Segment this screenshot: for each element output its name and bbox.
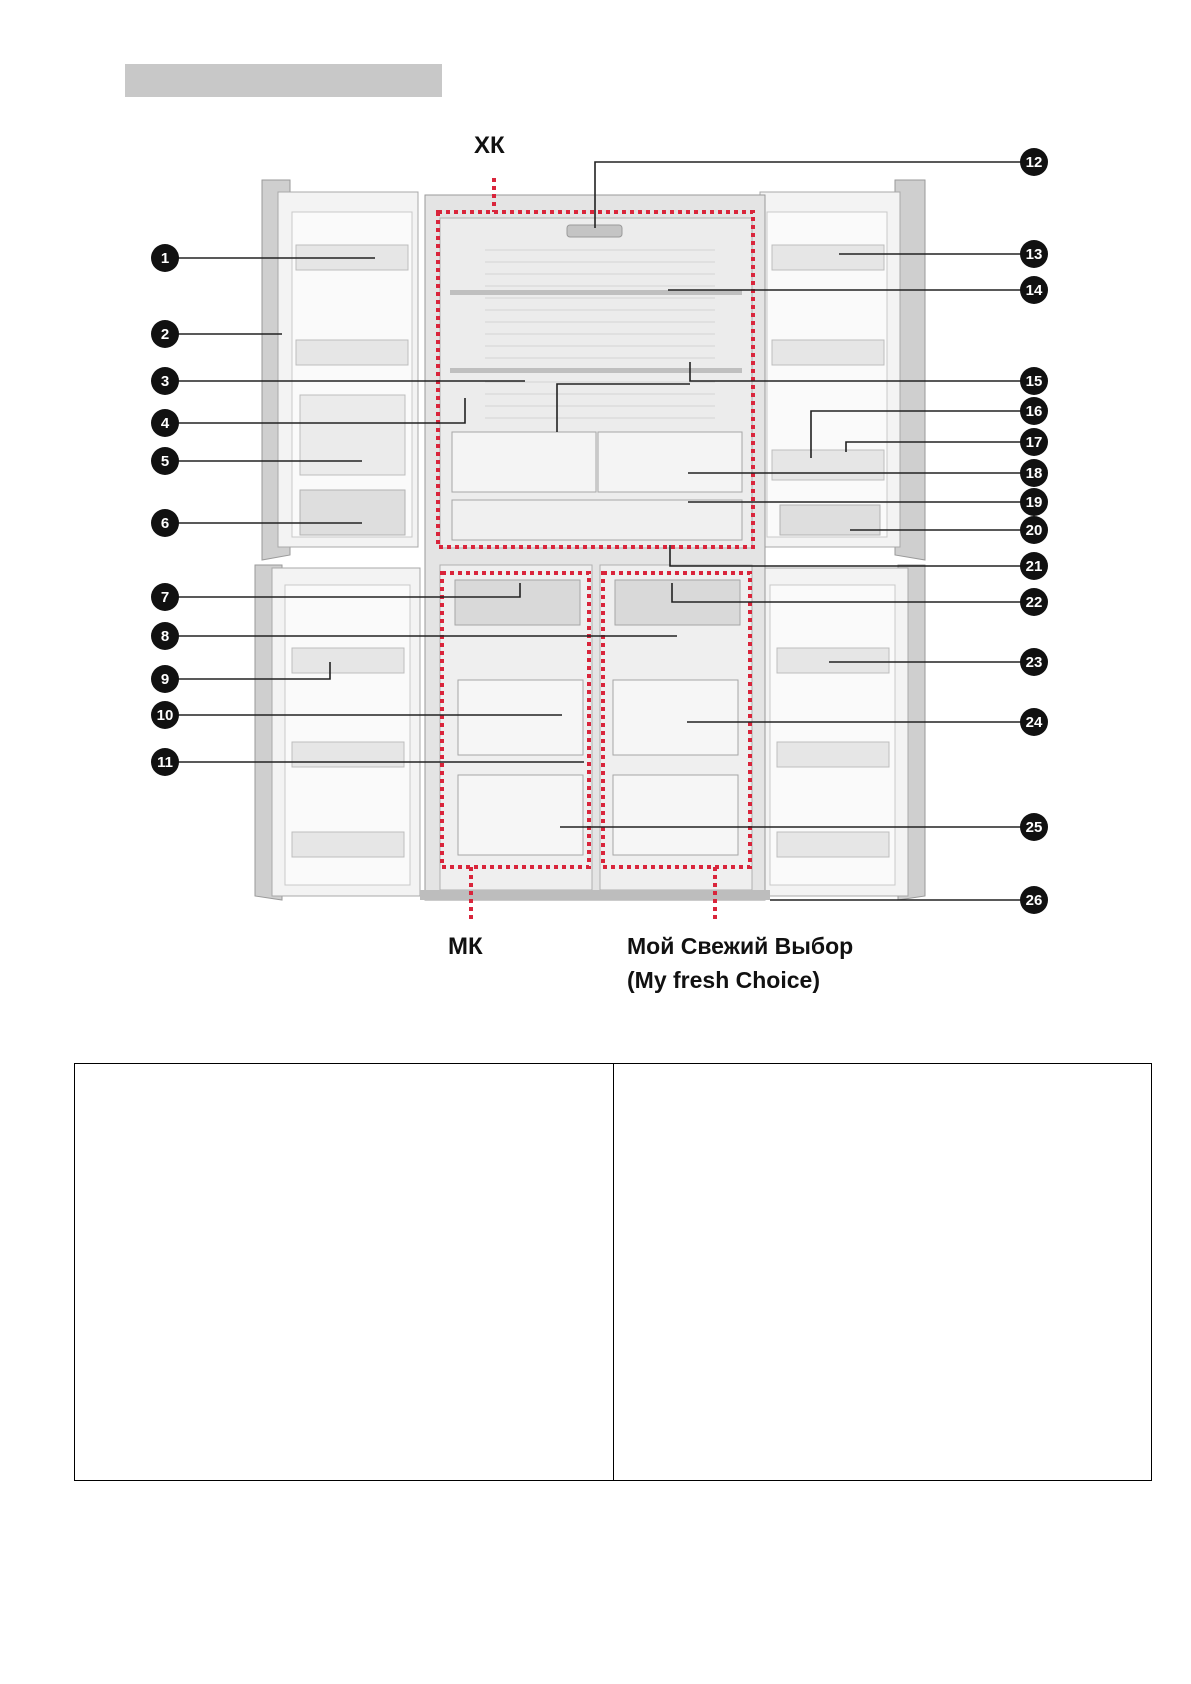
callout-7: [151, 583, 179, 611]
svg-text:10: 10: [156, 707, 174, 724]
callout-21: [1020, 552, 1048, 580]
callout-19: [1020, 488, 1048, 516]
callout-22: [1020, 588, 1048, 616]
callout-18: [1020, 459, 1048, 487]
right-upper-door: [760, 180, 925, 560]
svg-text:11: 11: [157, 754, 173, 771]
table-cell-right: [613, 1064, 1152, 1481]
svg-text:4: 4: [160, 415, 170, 432]
svg-text:22: 22: [1025, 594, 1043, 611]
callout-8: [151, 622, 179, 650]
callout-14: [1020, 276, 1048, 304]
parts-table: [74, 1063, 1152, 1481]
svg-text:21: 21: [1025, 558, 1043, 575]
svg-text:8: 8: [160, 628, 170, 645]
callout-2: [151, 320, 179, 348]
zone-label-freezer: МК: [448, 933, 483, 960]
zone-label-fridge: ХК: [474, 132, 505, 159]
callout-25: [1020, 813, 1048, 841]
svg-text:17: 17: [1025, 434, 1043, 451]
svg-text:12: 12: [1025, 154, 1043, 171]
callout-5: [151, 447, 179, 475]
svg-text:19: 19: [1025, 494, 1043, 511]
svg-text:16: 16: [1025, 403, 1043, 420]
callout-24: [1020, 708, 1048, 736]
svg-text:20: 20: [1025, 522, 1043, 539]
callout-9: [151, 665, 179, 693]
callout-4: [151, 409, 179, 437]
svg-text:3: 3: [160, 373, 170, 390]
callout-11: [151, 748, 179, 776]
zone-label-fresh-choice-en: (My fresh Choice): [627, 967, 820, 993]
callout-6: [151, 509, 179, 537]
callout-26: [1020, 886, 1048, 914]
callout-15: [1020, 367, 1048, 395]
right-lower-door: [760, 565, 925, 900]
callout-3: [151, 367, 179, 395]
callout-12: [1020, 148, 1048, 176]
left-upper-door: [262, 180, 418, 560]
svg-text:15: 15: [1025, 373, 1043, 390]
callout-16: [1020, 397, 1048, 425]
callout-1: [151, 244, 179, 272]
svg-text:5: 5: [160, 453, 170, 470]
zone-label-fresh-choice: Мой Свежий Выбор: [627, 933, 854, 959]
svg-text:24: 24: [1025, 714, 1043, 731]
callout-10: [151, 701, 179, 729]
table-cell-left: [75, 1064, 614, 1481]
svg-text:2: 2: [160, 326, 170, 343]
table-row: [75, 1064, 1152, 1481]
svg-text:6: 6: [160, 515, 170, 532]
svg-text:26: 26: [1025, 892, 1043, 909]
callout-23: [1020, 648, 1048, 676]
svg-text:23: 23: [1025, 654, 1043, 671]
left-lower-door: [255, 565, 420, 900]
svg-text:7: 7: [160, 589, 170, 606]
callout-13: [1020, 240, 1048, 268]
svg-text:25: 25: [1025, 819, 1043, 836]
svg-text:13: 13: [1025, 246, 1043, 263]
svg-text:18: 18: [1025, 465, 1043, 482]
callout-17: [1020, 428, 1048, 456]
svg-text:14: 14: [1025, 282, 1043, 299]
svg-text:1: 1: [160, 250, 170, 267]
svg-text:9: 9: [160, 671, 170, 688]
callout-20: [1020, 516, 1048, 544]
